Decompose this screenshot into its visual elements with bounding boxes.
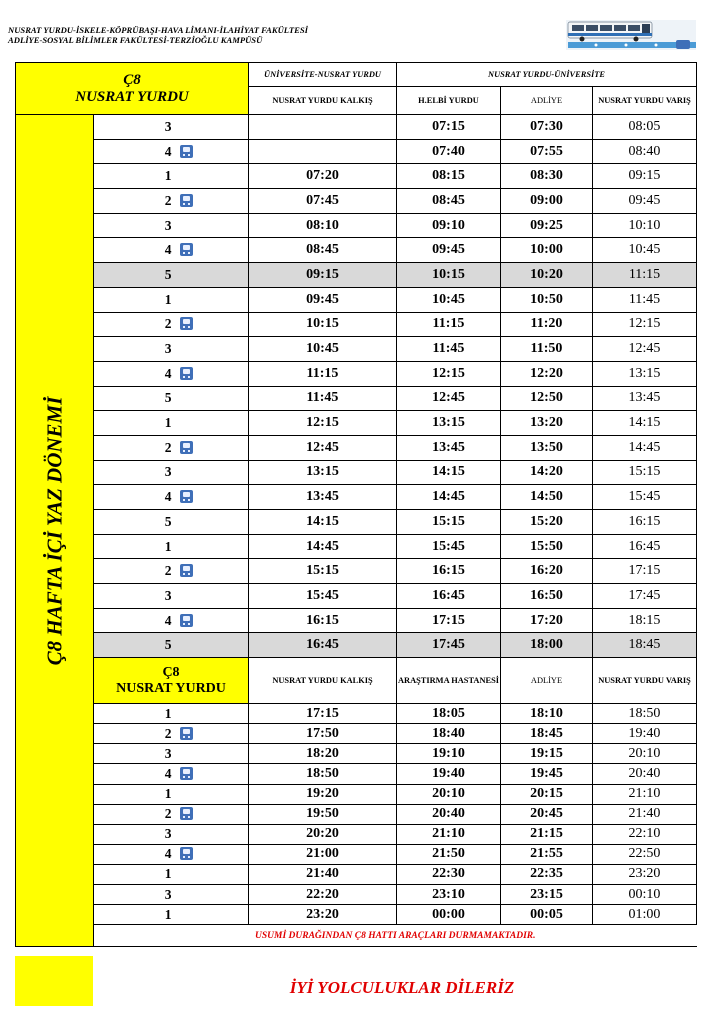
stop-time: 21:50 bbox=[397, 844, 501, 864]
col2-header-adliye: ADLİYE bbox=[501, 658, 593, 704]
adliye-time: 15:20 bbox=[501, 510, 593, 535]
bus-icon bbox=[180, 767, 193, 780]
bus-number: 5 bbox=[164, 390, 172, 406]
bus-number: 3 bbox=[164, 464, 172, 480]
timetable-row bbox=[16, 844, 697, 864]
col-header-depart: NUSRAT YURDU KALKIŞ bbox=[249, 87, 397, 115]
arrive-time: 11:15 bbox=[593, 263, 697, 288]
stop-time: 13:15 bbox=[397, 411, 501, 436]
col-header-adliye: ADLİYE bbox=[501, 87, 593, 115]
bus-number: 1 bbox=[164, 291, 172, 307]
adliye-time: 19:15 bbox=[501, 744, 593, 764]
adliye-time: 23:15 bbox=[501, 884, 593, 904]
adliye-time: 18:00 bbox=[501, 633, 593, 658]
depart-time: 22:20 bbox=[249, 884, 397, 904]
bus-number-cell bbox=[94, 287, 249, 312]
bus-number-cell bbox=[94, 361, 249, 386]
stop-time: 19:10 bbox=[397, 744, 501, 764]
bus-number: 2 bbox=[164, 316, 172, 332]
adliye-time: 19:45 bbox=[501, 764, 593, 784]
bus-number-cell bbox=[94, 633, 249, 658]
depart-time: 21:40 bbox=[249, 864, 397, 884]
stop-time: 09:45 bbox=[397, 238, 501, 263]
timetable-row bbox=[16, 784, 697, 804]
adliye-time: 13:20 bbox=[501, 411, 593, 436]
bus-number: 5 bbox=[164, 266, 172, 282]
stop-time: 18:05 bbox=[397, 704, 501, 724]
stop-time: 17:45 bbox=[397, 633, 501, 658]
depart-time: 09:45 bbox=[249, 287, 397, 312]
bus-number: 1 bbox=[164, 538, 172, 554]
adliye-time: 18:10 bbox=[501, 704, 593, 724]
stop-time: 23:10 bbox=[397, 884, 501, 904]
timetable-row bbox=[16, 744, 697, 764]
arrive-time: 10:10 bbox=[593, 213, 697, 238]
stop-time: 09:10 bbox=[397, 213, 501, 238]
adliye-time: 17:20 bbox=[501, 608, 593, 633]
arrive-time: 17:45 bbox=[593, 584, 697, 609]
depart-time: 17:50 bbox=[249, 724, 397, 744]
depart-time: 08:45 bbox=[249, 238, 397, 263]
bus-number-cell bbox=[94, 804, 249, 824]
arrive-time: 21:10 bbox=[593, 784, 697, 804]
document-header bbox=[8, 25, 308, 45]
timetable-row bbox=[16, 485, 697, 510]
bus-icon bbox=[180, 847, 193, 860]
bus-icon bbox=[180, 317, 193, 330]
footer-note-row bbox=[16, 925, 697, 947]
timetable-row bbox=[16, 411, 697, 436]
side-label-cell bbox=[16, 115, 94, 947]
depart-time: 10:15 bbox=[249, 312, 397, 337]
adliye-time: 12:20 bbox=[501, 361, 593, 386]
adliye-time: 13:50 bbox=[501, 435, 593, 460]
bus-number-cell bbox=[94, 784, 249, 804]
bus-icon bbox=[180, 367, 193, 380]
bus-number-cell bbox=[94, 864, 249, 884]
arrive-time: 23:20 bbox=[593, 864, 697, 884]
stop-time: 07:15 bbox=[397, 115, 501, 140]
depart-time: 15:15 bbox=[249, 559, 397, 584]
bus-number: 3 bbox=[164, 826, 172, 842]
depart-time bbox=[249, 139, 397, 164]
stop-time: 15:15 bbox=[397, 510, 501, 535]
bus-number: 1 bbox=[164, 168, 172, 184]
bus-number: 4 bbox=[164, 765, 172, 781]
bus-number: 4 bbox=[164, 143, 172, 159]
depart-time: 11:45 bbox=[249, 386, 397, 411]
timetable-row bbox=[16, 263, 697, 288]
stop-time: 12:45 bbox=[397, 386, 501, 411]
arrive-time: 14:15 bbox=[593, 411, 697, 436]
timetable-row bbox=[16, 584, 697, 609]
stop-time: 07:40 bbox=[397, 139, 501, 164]
stop-time: 08:15 bbox=[397, 164, 501, 189]
arrive-time: 20:10 bbox=[593, 744, 697, 764]
bus-number-cell bbox=[94, 312, 249, 337]
adliye-time: 11:50 bbox=[501, 337, 593, 362]
depart-time: 14:15 bbox=[249, 510, 397, 535]
arrive-time: 15:15 bbox=[593, 460, 697, 485]
timetable-row bbox=[16, 189, 697, 214]
bus-number: 3 bbox=[164, 745, 172, 761]
route-name: NUSRAT YURDU bbox=[75, 88, 189, 105]
depart-time: 16:45 bbox=[249, 633, 397, 658]
stop-time: 17:15 bbox=[397, 608, 501, 633]
bus-number-cell bbox=[94, 238, 249, 263]
timetable-row bbox=[16, 460, 697, 485]
arrive-time: 21:40 bbox=[593, 804, 697, 824]
arrive-time: 22:50 bbox=[593, 844, 697, 864]
arrive-time: 20:40 bbox=[593, 764, 697, 784]
bus-number-cell bbox=[94, 164, 249, 189]
depart-time: 07:45 bbox=[249, 189, 397, 214]
bus-number-cell bbox=[94, 764, 249, 784]
bus-number: 3 bbox=[164, 341, 172, 357]
arrive-time: 16:15 bbox=[593, 510, 697, 535]
arrive-time: 15:45 bbox=[593, 485, 697, 510]
arrive-time: 00:10 bbox=[593, 884, 697, 904]
arrive-time: 16:45 bbox=[593, 534, 697, 559]
header-line-1: NUSRAT YURDU-İSKELE-KÖPRÜBAŞI-HAVA LİMANI-İLAHİYAT FAKÜLTESİ bbox=[8, 25, 308, 35]
depart-time: 15:45 bbox=[249, 584, 397, 609]
bus-number: 4 bbox=[164, 612, 172, 628]
bus-number: 1 bbox=[164, 906, 172, 922]
stop-time: 19:40 bbox=[397, 764, 501, 784]
adliye-time: 22:35 bbox=[501, 864, 593, 884]
adliye-time: 21:15 bbox=[501, 824, 593, 844]
depart-time: 07:20 bbox=[249, 164, 397, 189]
arrive-time: 12:15 bbox=[593, 312, 697, 337]
bus-number: 4 bbox=[164, 846, 172, 862]
bus-number-cell bbox=[94, 485, 249, 510]
bus-icon bbox=[180, 490, 193, 503]
adliye-time: 20:45 bbox=[501, 804, 593, 824]
stop-time: 20:40 bbox=[397, 804, 501, 824]
bus-icon bbox=[180, 807, 193, 820]
depart-time bbox=[249, 115, 397, 140]
arrive-time: 08:40 bbox=[593, 139, 697, 164]
adliye-time: 10:20 bbox=[501, 263, 593, 288]
bus-number-cell bbox=[94, 744, 249, 764]
stop-time: 14:45 bbox=[397, 485, 501, 510]
depart-time: 18:20 bbox=[249, 744, 397, 764]
bus-number: 4 bbox=[164, 365, 172, 381]
bus-number: 5 bbox=[164, 637, 172, 653]
adliye-time: 07:30 bbox=[501, 115, 593, 140]
bus-icon bbox=[180, 243, 193, 256]
arrive-time: 09:45 bbox=[593, 189, 697, 214]
route-name-2: NUSRAT YURDU bbox=[116, 680, 226, 696]
timetable-row bbox=[16, 864, 697, 884]
adliye-time: 12:50 bbox=[501, 386, 593, 411]
col2-header-arrive: NUSRAT YURDU VARIŞ bbox=[593, 658, 697, 704]
bus-number: 3 bbox=[164, 217, 172, 233]
stop-time: 21:10 bbox=[397, 824, 501, 844]
timetable-row bbox=[16, 213, 697, 238]
adliye-time: 14:20 bbox=[501, 460, 593, 485]
stop-time: 22:30 bbox=[397, 864, 501, 884]
bus-number: 1 bbox=[164, 415, 172, 431]
timetable-row bbox=[16, 534, 697, 559]
col-header-helbi: H.ELBİ YURDU bbox=[397, 87, 501, 115]
bus-number-cell bbox=[94, 213, 249, 238]
side-label: Ç8 HAFTA İÇİ YAZ DÖNEMİ bbox=[42, 396, 66, 665]
bus-number: 2 bbox=[164, 192, 172, 208]
timetable-row bbox=[16, 905, 697, 925]
arrive-time: 01:00 bbox=[593, 905, 697, 925]
adliye-time: 15:50 bbox=[501, 534, 593, 559]
col-header-arrive: NUSRAT YURDU VARIŞ bbox=[593, 87, 697, 115]
stop-time: 15:45 bbox=[397, 534, 501, 559]
bus-number: 4 bbox=[164, 242, 172, 258]
bus-number-cell bbox=[94, 724, 249, 744]
timetable-row bbox=[16, 312, 697, 337]
depart-time: 12:45 bbox=[249, 435, 397, 460]
bus-number: 2 bbox=[164, 439, 172, 455]
adliye-time: 10:50 bbox=[501, 287, 593, 312]
timetable-row bbox=[16, 337, 697, 362]
arrive-time: 12:45 bbox=[593, 337, 697, 362]
arrive-time: 08:05 bbox=[593, 115, 697, 140]
route-title-cell bbox=[16, 63, 249, 115]
depart-time: 23:20 bbox=[249, 905, 397, 925]
timetable-row bbox=[16, 115, 697, 140]
timetable-row bbox=[16, 608, 697, 633]
direction-header-2: NUSRAT YURDU-ÜNİVERSİTE bbox=[397, 63, 697, 87]
adliye-time: 07:55 bbox=[501, 139, 593, 164]
adliye-time: 08:30 bbox=[501, 164, 593, 189]
timetable-row bbox=[16, 361, 697, 386]
bus-number: 3 bbox=[164, 118, 172, 134]
bus-number-cell bbox=[94, 263, 249, 288]
arrive-time: 22:10 bbox=[593, 824, 697, 844]
bus-number-cell bbox=[94, 411, 249, 436]
arrive-time: 19:40 bbox=[593, 724, 697, 744]
col2-header-depart: NUSRAT YURDU KALKIŞ bbox=[249, 658, 397, 704]
timetable bbox=[15, 62, 697, 947]
timetable-row bbox=[16, 510, 697, 535]
bus-number-cell bbox=[94, 608, 249, 633]
direction-header-1: ÜNİVERSİTE-NUSRAT YURDU bbox=[249, 63, 397, 87]
header-line-2: ADLİYE-SOSYAL BİLİMLER FAKÜLTESİ-TERZİOĞLU KAMPÜSÜ bbox=[8, 35, 263, 45]
adliye-time: 18:45 bbox=[501, 724, 593, 744]
bus-icon bbox=[180, 727, 193, 740]
bus-number: 1 bbox=[164, 786, 172, 802]
timetable-row bbox=[16, 633, 697, 658]
bus-number-cell bbox=[94, 584, 249, 609]
depart-time: 08:10 bbox=[249, 213, 397, 238]
arrive-time: 10:45 bbox=[593, 238, 697, 263]
adliye-time: 11:20 bbox=[501, 312, 593, 337]
bus-number: 3 bbox=[164, 587, 172, 603]
stop-time: 10:45 bbox=[397, 287, 501, 312]
bus-number-cell bbox=[94, 844, 249, 864]
bus-number-cell bbox=[94, 534, 249, 559]
route-title-cell-2 bbox=[94, 658, 249, 704]
bus-number: 2 bbox=[164, 806, 172, 822]
arrive-time: 13:15 bbox=[593, 361, 697, 386]
arrive-time: 18:15 bbox=[593, 608, 697, 633]
depart-time: 16:15 bbox=[249, 608, 397, 633]
route-code-2: Ç8 bbox=[162, 664, 180, 680]
arrive-time: 18:45 bbox=[593, 633, 697, 658]
timetable-row bbox=[16, 804, 697, 824]
depart-time: 20:20 bbox=[249, 824, 397, 844]
timetable-row bbox=[16, 386, 697, 411]
footer-note: USUMİ DURAĞINDAN Ç8 HATTI ARAÇLARI DURMAMAKTADIR. bbox=[94, 925, 697, 947]
adliye-time: 00:05 bbox=[501, 905, 593, 925]
arrive-time: 17:15 bbox=[593, 559, 697, 584]
stop-time: 00:00 bbox=[397, 905, 501, 925]
arrive-time: 09:15 bbox=[593, 164, 697, 189]
adliye-time: 09:25 bbox=[501, 213, 593, 238]
bus-number: 3 bbox=[164, 886, 172, 902]
stop-time: 20:10 bbox=[397, 784, 501, 804]
stop-time: 08:45 bbox=[397, 189, 501, 214]
bus-icon bbox=[180, 194, 193, 207]
bus-number-cell bbox=[94, 704, 249, 724]
bus-number-cell bbox=[94, 337, 249, 362]
bus-number: 1 bbox=[164, 866, 172, 882]
bus-number-cell bbox=[94, 189, 249, 214]
bus-number-cell bbox=[94, 884, 249, 904]
adliye-time: 14:50 bbox=[501, 485, 593, 510]
stop-time: 10:15 bbox=[397, 263, 501, 288]
stop-time: 18:40 bbox=[397, 724, 501, 744]
bus-number-cell bbox=[94, 386, 249, 411]
stop-time: 11:45 bbox=[397, 337, 501, 362]
timetable-row bbox=[16, 164, 697, 189]
depart-time: 12:15 bbox=[249, 411, 397, 436]
stop-time: 16:45 bbox=[397, 584, 501, 609]
timetable-row bbox=[16, 764, 697, 784]
bus-number: 5 bbox=[164, 513, 172, 529]
timetable-row bbox=[16, 884, 697, 904]
depart-time: 13:15 bbox=[249, 460, 397, 485]
adliye-time: 20:15 bbox=[501, 784, 593, 804]
depart-time: 14:45 bbox=[249, 534, 397, 559]
timetable-row bbox=[16, 704, 697, 724]
timetable-row bbox=[16, 139, 697, 164]
arrive-time: 13:45 bbox=[593, 386, 697, 411]
timetable-row bbox=[16, 559, 697, 584]
bus-icon bbox=[180, 564, 193, 577]
depart-time: 18:50 bbox=[249, 764, 397, 784]
stop-time: 16:15 bbox=[397, 559, 501, 584]
bus-number: 1 bbox=[164, 705, 172, 721]
bus-number-cell bbox=[94, 905, 249, 925]
timetable-row bbox=[16, 238, 697, 263]
adliye-time: 09:00 bbox=[501, 189, 593, 214]
depart-time: 13:45 bbox=[249, 485, 397, 510]
stop-time: 13:45 bbox=[397, 435, 501, 460]
section2-header-row bbox=[16, 658, 697, 704]
bus-number-cell bbox=[94, 139, 249, 164]
adliye-time: 10:00 bbox=[501, 238, 593, 263]
depart-time: 11:15 bbox=[249, 361, 397, 386]
depart-time: 17:15 bbox=[249, 704, 397, 724]
timetable-row bbox=[16, 287, 697, 312]
side-strip-bottom bbox=[15, 956, 93, 1006]
bus-number: 2 bbox=[164, 563, 172, 579]
bus-number-cell bbox=[94, 115, 249, 140]
adliye-time: 16:50 bbox=[501, 584, 593, 609]
col2-header-hospital: ARAŞTIRMA HASTANESİ bbox=[397, 658, 501, 704]
depart-time: 21:00 bbox=[249, 844, 397, 864]
bus-photo-logo bbox=[566, 20, 696, 50]
depart-time: 19:20 bbox=[249, 784, 397, 804]
bus-number-cell bbox=[94, 510, 249, 535]
bus-icon bbox=[180, 441, 193, 454]
stop-time: 12:15 bbox=[397, 361, 501, 386]
depart-time: 10:45 bbox=[249, 337, 397, 362]
depart-time: 09:15 bbox=[249, 263, 397, 288]
bus-number-cell bbox=[94, 435, 249, 460]
adliye-time: 21:55 bbox=[501, 844, 593, 864]
stop-time: 14:15 bbox=[397, 460, 501, 485]
arrive-time: 11:45 bbox=[593, 287, 697, 312]
bus-number: 2 bbox=[164, 725, 172, 741]
timetable-row bbox=[16, 824, 697, 844]
bus-number-cell bbox=[94, 824, 249, 844]
route-code: Ç8 bbox=[123, 71, 141, 88]
bus-icon bbox=[180, 614, 193, 627]
arrive-time: 14:45 bbox=[593, 435, 697, 460]
stop-time: 11:15 bbox=[397, 312, 501, 337]
timetable-row bbox=[16, 435, 697, 460]
bus-number-cell bbox=[94, 559, 249, 584]
depart-time: 19:50 bbox=[249, 804, 397, 824]
arrive-time: 18:50 bbox=[593, 704, 697, 724]
bus-number: 4 bbox=[164, 489, 172, 505]
footer-wish: İYİ YOLCULUKLAR DİLERİZ bbox=[289, 978, 515, 997]
bus-number-cell bbox=[94, 460, 249, 485]
timetable-row bbox=[16, 724, 697, 744]
bus-icon bbox=[180, 145, 193, 158]
adliye-time: 16:20 bbox=[501, 559, 593, 584]
